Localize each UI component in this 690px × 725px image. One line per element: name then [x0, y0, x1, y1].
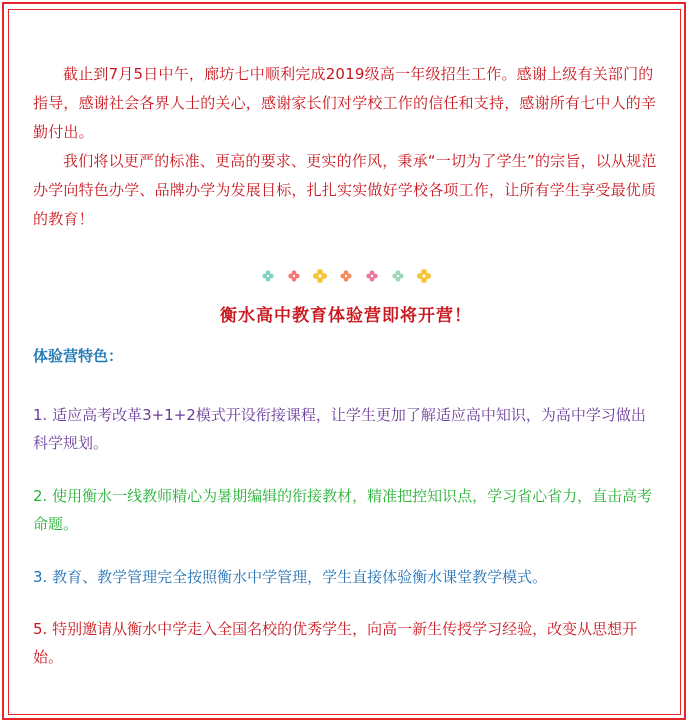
green-flower-icon [392, 270, 403, 281]
coral-flower-icon [340, 270, 351, 281]
yellow-flower-icon [417, 269, 431, 283]
mint-flower-icon [262, 270, 273, 281]
intro-paragraph-2: 我们将以更严的标准、更高的要求、更实的作风，秉承“一切为了学生”的宗旨，以从规范办学向特色办学、品牌办学为发展目标，扎扎实实做好学校各项工作，让所有学生享受最优质的教育！ [33, 152, 657, 228]
flower-divider [33, 264, 659, 288]
feature-item: 3. 教育、教学管理完全按照衡水中学管理，学生直接体验衡水课堂教学模式。 [33, 568, 548, 586]
article-body [33, 60, 659, 671]
features-title: 体验营特色： [33, 347, 124, 365]
feature-item: 1. 适应高考改革3+1+2模式开设衔接课程，让学生更加了解适应高中知识，为高中学习做出科学规划。 [33, 406, 646, 452]
feature-item: 5. 特别邀请从衡水中学走入全国名校的优秀学生，向高一新生传授学习经验，改变从思想开始。 [33, 620, 638, 666]
yellow-flower-icon [313, 269, 327, 283]
camp-headline: 衡水高中教育体验营即将开营！ [220, 306, 472, 326]
rose-flower-icon [366, 270, 377, 281]
pink-flower-icon [288, 270, 299, 281]
feature-item: 2. 使用衡水一线教师精心为暑期编辑的衔接教材，精准把控知识点，学习省心省力，直击高考命题。 [33, 487, 653, 533]
intro-paragraph-1: 截止到7月5日中午，廊坊七中顺利完成2019级高一年级招生工作。感谢上级有关部门的指导，感谢社会各界人士的关心，感谢家长们对学校工作的信任和支持，感谢所有七中人的辛勤付出。 [33, 65, 657, 141]
